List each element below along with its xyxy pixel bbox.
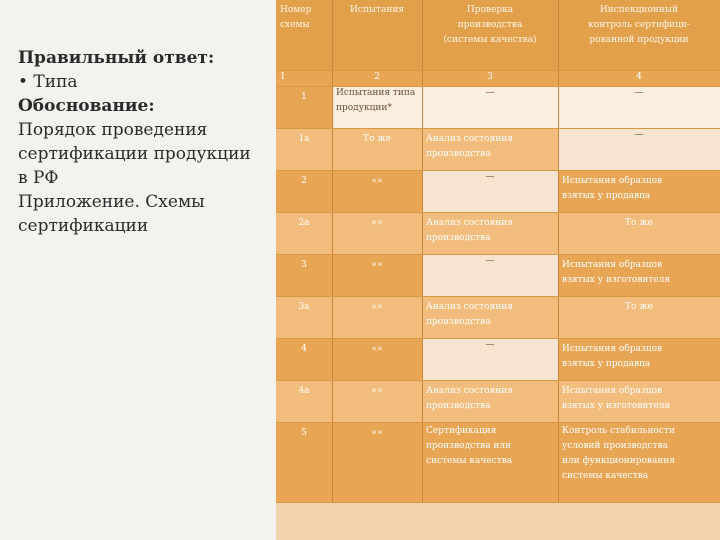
row-divider (276, 70, 720, 71)
row-divider (276, 170, 720, 171)
production-check-cell-line: производства (426, 317, 491, 327)
header-inspection-control-line: контроль сертифици- (588, 20, 690, 30)
header-production-check-line: (системы качества) (443, 35, 537, 45)
production-check-cell-line: производства (426, 233, 491, 243)
test-cell (332, 86, 422, 128)
test-cell (332, 170, 422, 212)
reason-line: сертификации (18, 216, 149, 236)
inspection-control-cell-line: То же (625, 218, 653, 228)
answer-title: Правильный ответ: (18, 48, 215, 68)
production-check-cell (422, 128, 558, 170)
inspection-control-cell-line: взятых у изготовителя (562, 275, 671, 285)
test-cell-line: «» (371, 428, 383, 438)
test-cell-line: «» (371, 218, 383, 228)
column-number: 2 (332, 70, 422, 86)
header-inspection-control (558, 0, 720, 70)
inspection-control-cell-line: Испытания образцов (562, 176, 663, 186)
inspection-control-cell (558, 212, 720, 254)
test-cell-line: Испытания типа (336, 88, 416, 98)
inspection-control-cell-line: системы качества (562, 471, 649, 481)
scheme-number: 1а (276, 128, 332, 170)
row-divider (276, 296, 720, 297)
production-check-cell (422, 296, 558, 338)
header-inspection-control-line: рованной продукции (589, 35, 689, 45)
production-check-cell-line: производства (426, 149, 491, 159)
scheme-number: 3а (276, 296, 332, 338)
test-cell-line: «» (371, 176, 383, 186)
inspection-control-cell (558, 422, 720, 502)
production-check-cell-line: — (485, 256, 495, 266)
header-tests (332, 0, 422, 70)
test-cell (332, 380, 422, 422)
answer-panel (18, 46, 268, 238)
inspection-control-cell-line: — (634, 88, 644, 98)
test-cell-line: «» (371, 344, 383, 354)
reason-line: сертификации продукции (18, 144, 251, 164)
row-divider (276, 380, 720, 381)
production-check-cell (422, 254, 558, 296)
production-check-cell-line: — (485, 172, 495, 182)
test-cell-line: «» (371, 302, 383, 312)
reason-title: Обоснование: (18, 96, 155, 116)
inspection-control-cell-line: взятых у изготовителя (562, 401, 671, 411)
production-check-cell-line: Анализ состояния (426, 386, 513, 396)
reason-line: в РФ (18, 168, 59, 188)
test-cell-line: продукции* (336, 103, 392, 113)
production-check-cell-line: Анализ состояния (426, 134, 513, 144)
scheme-number: 4 (276, 338, 332, 380)
test-cell (332, 296, 422, 338)
header-scheme-line: Номер (280, 5, 312, 15)
production-check-cell (422, 380, 558, 422)
test-cell-line: «» (371, 260, 383, 270)
column-divider (558, 0, 559, 502)
column-number: 3 (422, 70, 558, 86)
production-check-cell-line: — (485, 88, 495, 98)
scheme-number: 5 (276, 422, 332, 502)
reason-line: Приложение. Схемы (18, 192, 205, 212)
production-check-cell (422, 86, 558, 128)
column-divider (332, 0, 333, 502)
inspection-control-cell (558, 338, 720, 380)
inspection-control-cell (558, 128, 720, 170)
inspection-control-cell (558, 170, 720, 212)
header-inspection-control-line: Инспекционный (599, 5, 679, 15)
scheme-number: 2а (276, 212, 332, 254)
production-check-cell-line: Сертификация (426, 426, 497, 436)
test-cell (332, 254, 422, 296)
header-production-check-line: производства (457, 20, 523, 30)
reason-line: Порядок проведения (18, 120, 208, 140)
row-divider (276, 338, 720, 339)
inspection-control-cell (558, 380, 720, 422)
header-production-check (422, 0, 558, 70)
row-divider (276, 128, 720, 129)
production-check-cell (422, 338, 558, 380)
inspection-control-cell (558, 296, 720, 338)
header-scheme-line: схемы (280, 20, 310, 30)
header-tests-line: Испытания (349, 5, 405, 15)
row-divider (276, 422, 720, 423)
column-divider (422, 0, 423, 502)
production-check-cell (422, 422, 558, 502)
row-divider (276, 212, 720, 213)
test-cell (332, 422, 422, 502)
production-check-cell-line: Анализ состояния (426, 302, 513, 312)
production-check-cell (422, 170, 558, 212)
inspection-control-cell-line: взятых у продавца (562, 359, 651, 369)
inspection-control-cell-line: Испытания образцов (562, 344, 663, 354)
certification-schemes-table (276, 0, 720, 540)
inspection-control-cell-line: Контроль стабильности (562, 426, 675, 436)
test-cell (332, 338, 422, 380)
row-divider (276, 254, 720, 255)
header-production-check-line: Проверка (466, 5, 514, 15)
inspection-control-cell-line: взятых у продавца (562, 191, 651, 201)
inspection-control-cell-line: условий производства (562, 441, 668, 451)
inspection-control-cell-line: или функционирования (562, 456, 676, 466)
production-check-cell-line: производства (426, 401, 491, 411)
inspection-control-cell-line: — (634, 130, 644, 140)
inspection-control-cell-line: Испытания образцов (562, 260, 663, 270)
scheme-number: 2 (276, 170, 332, 212)
inspection-control-cell-line: То же (625, 302, 653, 312)
test-cell (332, 212, 422, 254)
column-number: 4 (558, 70, 720, 86)
scheme-number: 3 (276, 254, 332, 296)
production-check-cell-line: — (485, 340, 495, 350)
test-cell-line: То же (363, 134, 391, 144)
test-cell-line: «» (371, 386, 383, 396)
scheme-number: 4а (276, 380, 332, 422)
inspection-control-cell (558, 254, 720, 296)
production-check-cell-line: Анализ состояния (426, 218, 513, 228)
answer-value: • Типа (18, 72, 78, 92)
scheme-number: 1 (276, 86, 332, 128)
inspection-control-cell-line: Испытания образцов (562, 386, 663, 396)
row-divider (276, 86, 720, 87)
production-check-cell-line: производства или (426, 441, 512, 451)
test-cell (332, 128, 422, 170)
production-check-cell (422, 212, 558, 254)
header-scheme (276, 0, 332, 70)
table-footer-area (276, 503, 720, 540)
production-check-cell-line: системы качества (426, 456, 513, 466)
column-number: 1 (276, 70, 332, 86)
inspection-control-cell (558, 86, 720, 128)
